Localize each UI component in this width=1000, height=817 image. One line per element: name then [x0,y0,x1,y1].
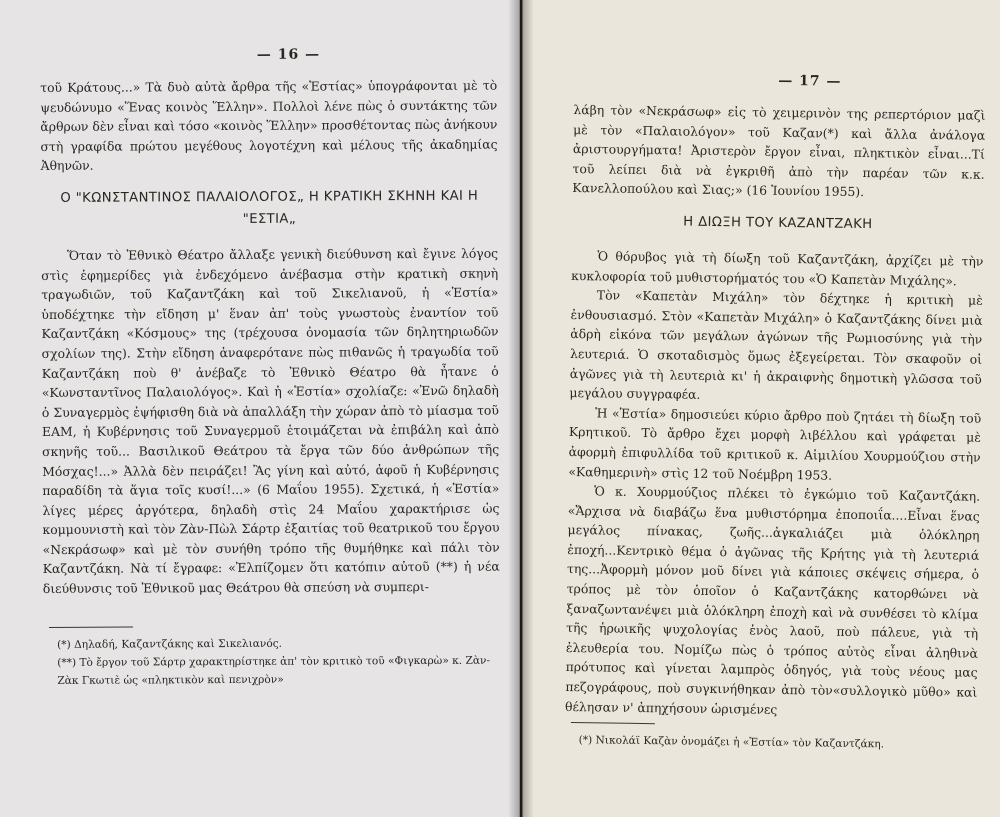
body-paragraph: Τὸν «Καπετὰν Μιχάλη» τὸν δέχτηκε ἡ κριτικὴ μὲ ἐνθουσιασμό. Στὸν «Καπετὰν Μιχάλη» ὁ Καζαντζάκης δίνει μιὰ ἁδρὴ εἰκόνα τῶν μεγάλων ἀγώνων τῆς Ρωμιοσύνης γιὰ τὴν λευτεριά. Ὁ σκοταδισμὸς ὅμως ἐξεγείρεται. Τὸν σκαφοῦν οἱ ἀγῶνες γιὰ τὴ λευτεριὰ κι' ἡ ἀκραιφνὴς δημοτικὴ γλῶσσα τοῦ μεγάλου συγγραφέα. [569,287,983,402]
body-paragraph: Ὁ θόρυβος γιὰ τὴ δίωξη τοῦ Καζαντζάκη, ἀρχίζει μὲ τὴν κυκλοφορία τοῦ μυθιστορήματός του «Ὁ Καπετὰν Μιχάλης». [571,248,984,288]
section-heading: Ο "ΚΩΝΣΤΑΝΤΙΝΟΣ ΠΑΛΑΙΟΛΟΓΟΣ„ Η ΚΡΑΤΙΚΗ ΣΚΗΝΗ ΚΑΙ Η "ΕΣΤΙΑ„ [60,188,479,227]
page-number: — 16 — [256,46,321,63]
body-paragraph: Ὅταν τὸ Ἐθνικὸ Θέατρο ἄλλαξε γενικὴ διεύθυνση καὶ ἔγινε λόγος στὶς ἐφημερίδες γιὰ ἐνδεχόμενο ἀνέβασμα στὴν κρατικὴ σκηνὴ τραγωδιῶν, τοῦ Καζαντζάκη καὶ τοῦ Σικελιανοῦ, ἡ «Ἑστία» ὑποδέχτηκε τὴν εἴδηση μ' ἕναν ἀπ' τοὺς γνωστοὺς ἐναντίον τοῦ Καζαντζάκη «Κόσμους» της (τρέχουσα ὀνομασία τῶν δηλητηριωδῶν σχολίων της). Στὴν εἴδηση ἀναφερότανε πὼς πιθανῶς ἡ τραγωδία τοῦ Καζαντζάκη ποὺ θ' ἀνέβαζε τὸ Ἐθνικὸ Θέατρο θὰ ἦτανε ὁ «Κωνσταντῖνος Παλαιολόγος». Καὶ ἡ «Ἑστία» σχολίαζε: «Ἐνῶ δηλαδὴ ὁ Συναγερμὸς ἐψήφισθη διὰ νὰ ἀπαλλάξη τὴν χώραν ἀπὸ τὸ μίασμα τοῦ ΕΑΜ, ἡ Κυβέρνησις τοῦ Συναγερμοῦ ἑτοιμάζεται νὰ ἐπιβάλη καὶ ἀπὸ σκηνῆς τοῦ... Βασιλικοῦ Θεάτρου τὰ ἔργα τῶν δύο ἀνθρώπων τῆς Μόσχας!...» Ἀλλὰ δὲν πειράζει! Ἂς γίνη καὶ αὐτό, ἀφοῦ ἡ Κυβέρνησις παραδίδη τὰ ἅγια τοῖς κυσί!...» (6 Μαΐου 1955). Σχετικά, ἡ «Ἑστία» λίγες μέρες ἀργότερα, δηλαδὴ στὶς 24 Μαΐου χαρακτήρισε ὡς κομμουνιστὴ καὶ τὸν Ζὰν-Πὼλ Σάρτρ ἐξαιτίας τοῦ θεατρικοῦ του ἔργου «Νεκράσωφ» καὶ μὲ τὸν συνήθη τρόπο τῆς θυμήθηκε καὶ πάλι τὸν Καζαντζάκη. Νὰ τί ἔγραφε: «Ἐλπίζομεν ὅτι κατόπιν αὐτοῦ (**) ἡ νέα διεύθυνσις τοῦ Ἐθνικοῦ μας Θεάτρου θὰ σπεύση νὰ συμπερι- [41,245,500,597]
footnote-separator [571,722,655,724]
footnote-separator [49,626,133,627]
section-heading: Η ΔΙΩΞΗ ΤΟΥ ΚΑΖΑΝΤΖΑΚΗ [683,214,873,233]
book-gutter [508,0,534,817]
footnote: (*) Δηλαδή, Καζαντζάκης καὶ Σικελιανός. [57,637,283,651]
footnote: (**) Τὸ ἔργον τοῦ Σάρτρ χαρακτηρίστηκε ἀπ' τὸν κριτικὸ τοῦ «Φιγκαρὼ» κ. Ζὰν-Ζὰκ Γκωτιὲ ὡς «πληκτικὸν καὶ πενιχρὸν» [57,654,491,687]
body-paragraph: Ἡ «Ἑστία» δημοσιεύει κύριο ἄρθρο ποὺ ζητάει τὴ δίωξη τοῦ Κρητικοῦ. Τὸ ἄρθρο ἔχει μορφὴ λιβέλλου καὶ γράφεται μὲ ἀφορμὴ ἐπιφυλλίδα τοῦ κριτικοῦ κ. Αἰμιλίου Χουρμούζιου στὴν «Καθημερινὴ» στὶς 12 τοῦ Νοέμβρη 1953. [568,405,982,483]
body-paragraph: λάβη τὸν «Νεκράσωφ» εἰς τὸ χειμερινὸν της ρεπερτόριον μαζὶ μὲ τὸν «Παλαιολόγον» τοῦ Καζαν(*) καὶ ἄλλα ἀνάλογα ἀριστουργήματα! Ἀριστερὸν ἔργον εἶναι, πληκτικὸν εἶναι...Τί τοῦ λείπει διὰ νὰ ἐγκριθῆ ἀπὸ τὴν παρέαν τῶν κ.κ. Κανελλοπούλου καὶ Σιας;» (16 Ἰουνίου 1955). [572,101,986,200]
page-number: — 17 — [778,72,842,90]
right-page [522,0,1000,817]
body-paragraph: τοῦ Κράτους...» Τὰ δυὸ αὐτὰ ἄρθρα τῆς «Ἑστίας» ὑπογράφονται μὲ τὸ ψευδώνυμο «Ἕνας κοινὸς Ἕλλην». Πολλοὶ λένε πὼς ὁ συντάκτης τῶν ἄρθρων δὲν εἶναι καὶ τόσο «κοινὸς Ἕλλην» προσθέτοντας πὼς ἀνήκουν στὴ γραφίδα πρώτου μεγέθους λογοτέχνη καὶ μέλους τῆς ἀκαδημίας Ἀθηνῶν. [40,77,498,174]
footnote: (*) Νικολάϊ Καζὰν ὀνομάζει ἡ «Ἑστία» τὸν Καζαντζάκη. [578,734,885,751]
body-paragraph: Ὁ κ. Χουρμούζιος πλέκει τὸ ἐγκώμιο τοῦ Καζαντζάκη. «Ἄρχισα νὰ διαβάζω ἕνα μυθιστόρημα ἐποποιΐα....Εἶναι ἕνας μεγάλος πίνακας, ζωῆς...ἀγκαλιάζει μιὰ ὁλόκληρη ἐποχή...Κεντρικὸ θέμα ὁ ἀγῶνας τῆς Κρήτης γιὰ τὴ λευτεριά της...Ἀφορμὴ μόνον μοῦ δίνει γιὰ κάποιες σκέψεις σήμερα, ὁ τρόπος μὲ τὸν ὁποῖον ὁ Καζαντζάκης κατορθώνει νὰ ξαναζωντανέψει μιὰ ὁλόκληρη ἐποχὴ καὶ νὰ συνθέσει τὸ κλίμα τῆς ἡρωικῆς ψυχολογίας ἑνὸς λαοῦ, ποὺ πάλευε, γιὰ τὴ ἐλευθερία του. Νομίζω πὼς ὁ τρόπος αὐτὸς εἶναι ἀληθινὰ πρότυπος καὶ γίνεται λαμπρὸς ὁδηγός, γιὰ τοὺς νέους μας πεζογράφους, ποὺ συγκινήθηκαν ἀπὸ τὸν«συλλογικὸ μῦθο» καὶ θέλησαν ν' ἀπηχήσουν ὡρισμένες [565,483,981,717]
